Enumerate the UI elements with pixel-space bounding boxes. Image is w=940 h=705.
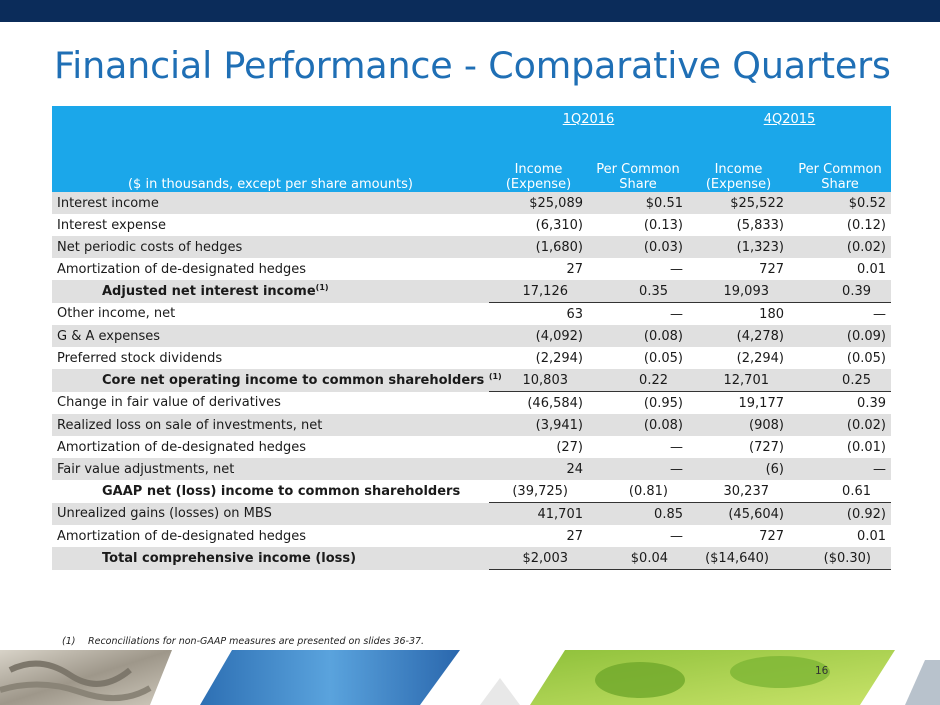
row-label [52, 503, 489, 526]
cell-value: 0.01 [857, 261, 886, 277]
cell-value: ($0.30) [789, 547, 891, 570]
cell-value: 0.39 [789, 280, 891, 303]
row-label-text: G & A expenses [57, 328, 160, 344]
row-label [52, 347, 489, 369]
footnote [62, 636, 424, 647]
divider-triangle-icon [480, 678, 520, 705]
table-row [52, 192, 891, 214]
cell-value: 0.39 [857, 395, 886, 411]
table-row [52, 503, 891, 526]
cell-value: (1,323) [688, 236, 789, 258]
cell-value: $0.04 [588, 547, 688, 570]
cell-value: — [670, 261, 683, 277]
leaf-icon [595, 662, 685, 698]
row-label [52, 480, 489, 503]
cell-value: $25,522 [688, 192, 789, 214]
table-row [52, 258, 891, 280]
table-row [52, 347, 891, 369]
cell-value: 17,126 [489, 280, 588, 303]
cell-value: (4,278) [688, 325, 789, 347]
table-row [52, 458, 891, 480]
cell-value: 180 [759, 306, 784, 322]
cell-value: (27) [556, 439, 583, 455]
leaf-photo [530, 650, 895, 705]
cell-value: (0.12) [846, 217, 886, 233]
row-label-text: Adjusted net interest income [102, 284, 316, 300]
cell-value: (2,294) [535, 350, 583, 366]
cell-value: (0.05) [643, 350, 683, 366]
table-row [52, 236, 891, 258]
cell-value: (727) [749, 439, 784, 455]
period-header-1: 1Q2016 [489, 106, 688, 132]
cell-value: 0.85 [588, 503, 688, 526]
cell-value: (0.92) [789, 503, 891, 526]
row-label-text: Interest income [57, 195, 159, 211]
cell-value: 0.61 [789, 480, 891, 503]
cell-value: 10,803 [489, 369, 588, 392]
cell-value: (6,310) [535, 217, 583, 233]
cell-value: $2,003 [489, 547, 588, 570]
row-label-text: Realized loss on sale of investments, net [57, 417, 323, 433]
cell-value: (0.08) [588, 325, 688, 347]
page-title: Financial Performance - Comparative Quarters [54, 44, 891, 87]
row-label-text: GAAP net (loss) income to common shareholders [102, 483, 461, 499]
cell-value: (908) [688, 414, 789, 436]
cell-value: (45,604) [688, 503, 789, 526]
row-label-text: Total comprehensive income (loss) [102, 550, 357, 566]
row-label [52, 369, 502, 392]
row-label-text: Interest expense [57, 217, 166, 233]
subheader-income-2: Income (Expense) [688, 132, 789, 192]
row-label [52, 458, 489, 480]
table-row [52, 525, 891, 547]
header-blank [52, 106, 489, 132]
table-row [52, 303, 891, 326]
table-row [52, 547, 891, 570]
water-photo [200, 650, 460, 705]
row-label [52, 192, 489, 214]
footer-image-strip [0, 650, 940, 705]
cell-value: (0.08) [588, 414, 688, 436]
table-row [52, 214, 891, 236]
cell-value: 30,237 [688, 480, 789, 503]
table-header-label: ($ in thousands, except per share amounts) [52, 132, 489, 192]
row-label-text: Amortization of de-designated hedges [57, 439, 307, 455]
cell-value: (0.02) [789, 414, 891, 436]
subheader-per-share-2: Per Common Share [789, 132, 891, 192]
row-label-text: Net periodic costs of hedges [57, 239, 243, 255]
row-label-text: Fair value adjustments, net [57, 461, 235, 477]
row-label [52, 258, 489, 280]
cell-value: (0.13) [643, 217, 683, 233]
row-label [52, 525, 489, 547]
cell-value: (0.01) [846, 439, 886, 455]
row-label-text: Change in fair value of derivatives [57, 395, 281, 411]
row-label-text: Amortization of de-designated hedges [57, 528, 307, 544]
table-row [52, 325, 891, 347]
cell-value: (0.81) [588, 480, 688, 503]
row-label [52, 325, 489, 347]
footnote-text: Reconciliations for non-GAAP measures are presented on slides 36-37. [88, 636, 425, 647]
cell-value: 727 [759, 261, 784, 277]
footnote-ref: (1) [315, 283, 329, 293]
financial-table [52, 106, 891, 570]
row-label-text: Preferred stock dividends [57, 350, 223, 366]
cell-value: (0.02) [789, 236, 891, 258]
corner-photo [905, 660, 940, 705]
row-label-text: Amortization of de-designated hedges [57, 261, 307, 277]
cell-value: (0.95) [643, 395, 683, 411]
cell-value: 27 [566, 528, 583, 544]
subheader-income-1: Income (Expense) [489, 132, 588, 192]
cell-value: — [873, 306, 886, 322]
table-row [52, 480, 891, 503]
cell-value: 12,701 [688, 369, 789, 392]
cell-value: (5,833) [736, 217, 784, 233]
row-label-text: Core net operating income to common shareholders [102, 373, 489, 389]
row-label-text: Unrealized gains (losses) on MBS [57, 506, 272, 522]
table-row [52, 392, 891, 415]
cell-value: $25,089 [489, 192, 588, 214]
row-label [52, 280, 489, 303]
cell-value: 19,177 [738, 395, 784, 411]
row-label [52, 392, 489, 415]
table-row [52, 369, 891, 392]
cell-value: 24 [489, 458, 588, 480]
cell-value: 0.22 [588, 369, 688, 392]
cell-value: (4,092) [489, 325, 588, 347]
row-label [52, 303, 489, 326]
cell-value: — [670, 439, 683, 455]
footnote-ref: (1) [488, 372, 502, 382]
table-row [52, 280, 891, 303]
cell-value: ($14,640) [688, 547, 789, 570]
row-label [52, 414, 489, 436]
cell-value: (46,584) [527, 395, 583, 411]
cell-value: 0.01 [857, 528, 886, 544]
cell-value: (2,294) [736, 350, 784, 366]
cell-value: 19,093 [688, 280, 789, 303]
cell-value: — [789, 458, 891, 480]
top-banner [0, 0, 940, 22]
cell-value: (3,941) [489, 414, 588, 436]
row-label [52, 547, 489, 570]
period-header-2: 4Q2015 [688, 106, 891, 132]
cell-value: 27 [566, 261, 583, 277]
cell-value: $0.51 [588, 192, 688, 214]
table-row [52, 414, 891, 436]
table-row [52, 436, 891, 458]
cell-value: — [588, 458, 688, 480]
row-label [52, 236, 489, 258]
cell-value: 0.25 [789, 369, 891, 392]
cell-value: (39,725) [489, 480, 588, 503]
cell-value: — [670, 528, 683, 544]
cell-value: (0.03) [588, 236, 688, 258]
cell-value: (1,680) [489, 236, 588, 258]
cell-value: $0.52 [789, 192, 891, 214]
cell-value: 63 [566, 306, 583, 322]
cell-value: 41,701 [489, 503, 588, 526]
cell-value: 727 [759, 528, 784, 544]
row-label [52, 436, 489, 458]
row-label-text: Other income, net [57, 306, 176, 322]
cell-value: — [670, 306, 683, 322]
page-number: 16 [815, 665, 829, 677]
cell-value: 0.35 [588, 280, 688, 303]
footnote-mark: (1) [62, 636, 76, 647]
cell-value: (0.05) [846, 350, 886, 366]
subheader-per-share-1: Per Common Share [588, 132, 688, 192]
cell-value: (6) [688, 458, 789, 480]
cell-value: (0.09) [789, 325, 891, 347]
row-label [52, 214, 489, 236]
